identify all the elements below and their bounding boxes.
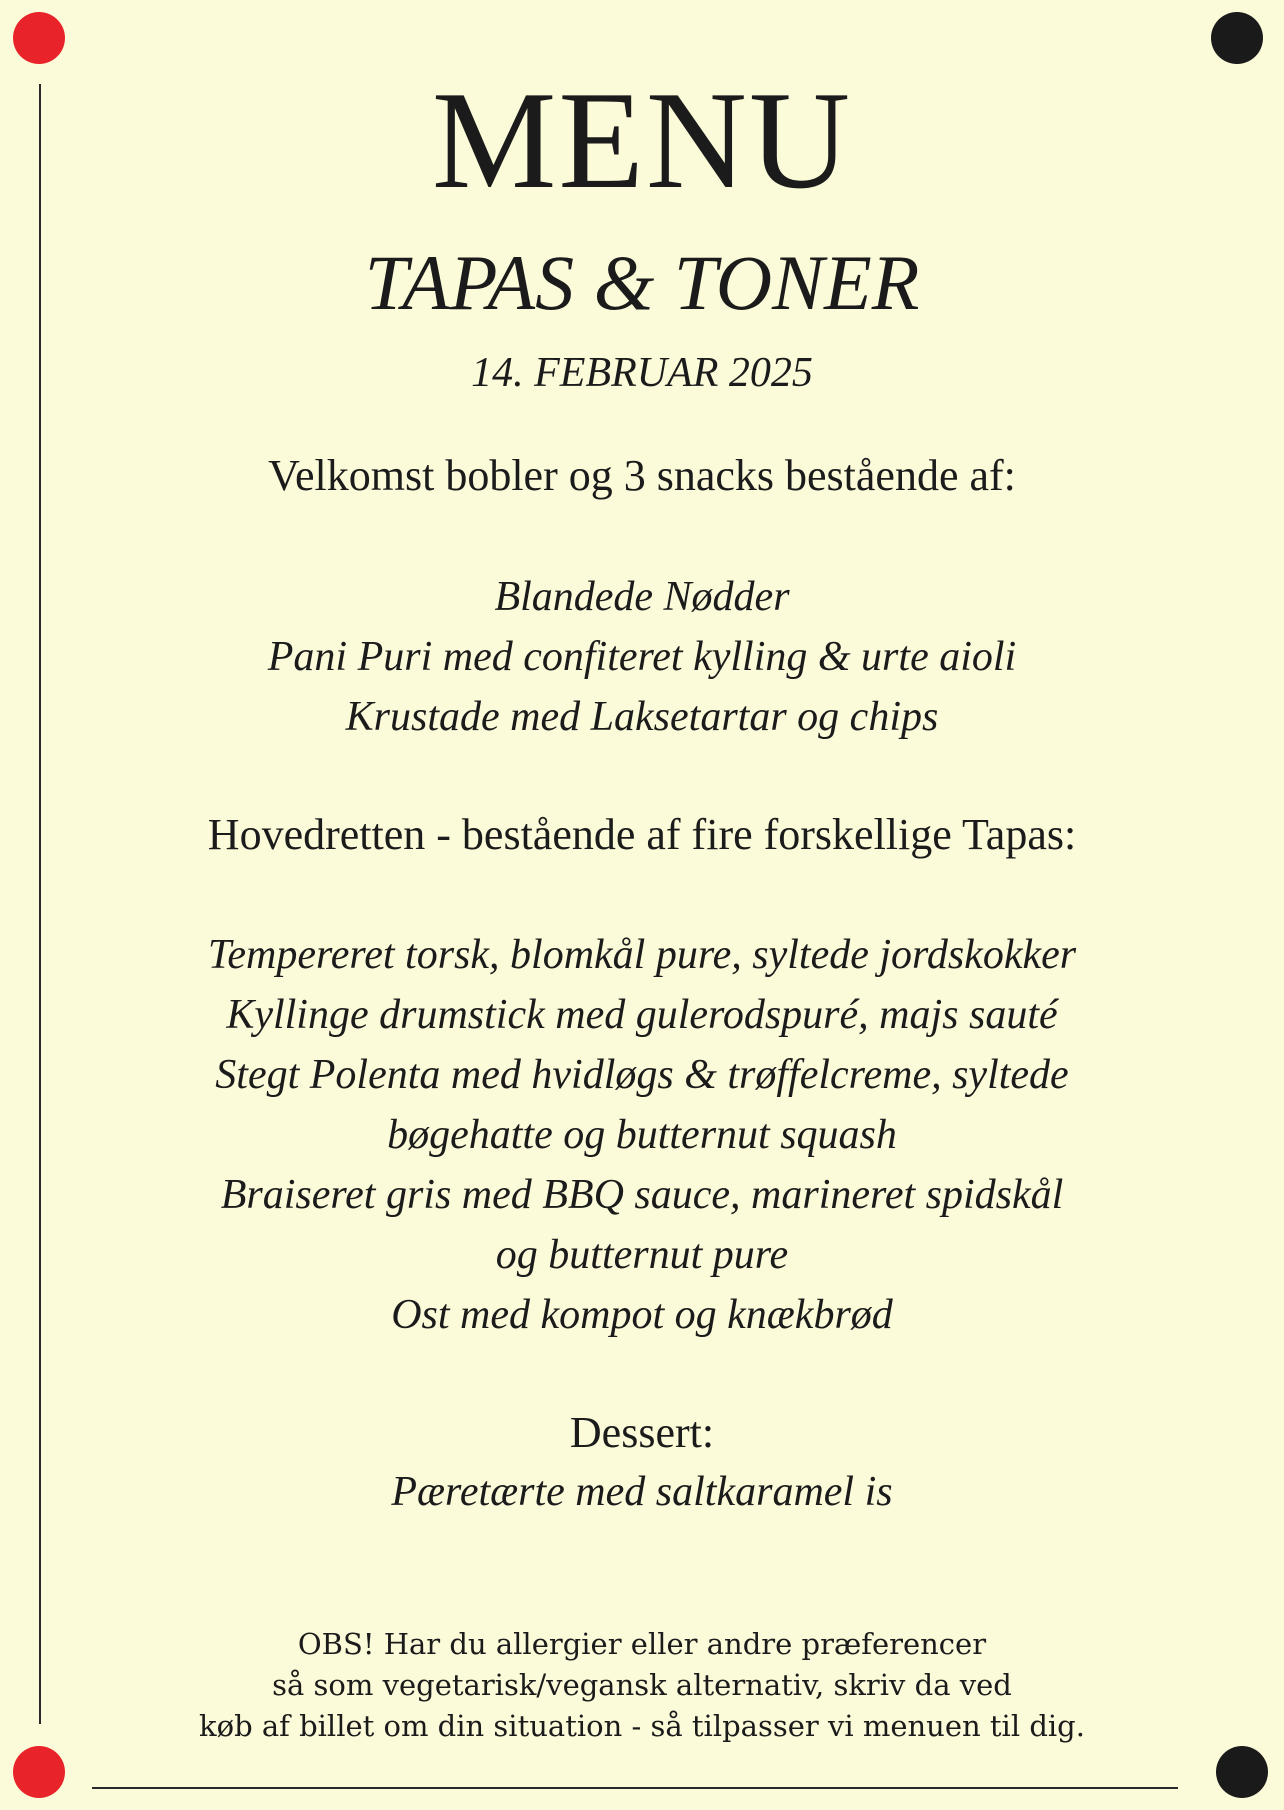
list-item: Tempereret torsk, blomkål pure, syltede jordskokker — [207, 932, 1077, 978]
note-line: så som vegetarisk/vegansk alternativ, skriv da ved — [272, 1668, 1012, 1702]
main-course-items — [92, 925, 1192, 1345]
list-item: bøgehatte og butternut squash — [387, 1112, 897, 1158]
event-date: 14. FEBRUAR 2025 — [471, 350, 813, 396]
list-item: Pani Puri med confiteret kylling & urte aioli — [267, 634, 1017, 680]
list-item: Blandede Nødder — [494, 574, 790, 620]
dessert-heading: Dessert: — [569, 1408, 715, 1457]
dessert-items — [92, 1462, 1192, 1522]
welcome-items — [92, 567, 1192, 747]
bottom-horizontal-rule — [92, 1787, 1178, 1789]
black-dot-bottom-right-icon — [1216, 1746, 1268, 1798]
black-dot-top-right-icon — [1211, 12, 1263, 64]
list-item: og butternut pure — [495, 1232, 789, 1278]
allergy-note — [92, 1624, 1192, 1747]
note-line: OBS! Har du allergier eller andre præferencer — [297, 1627, 987, 1661]
note-line: køb af billet om din situation - så tilpasser vi menuen til dig. — [199, 1709, 1085, 1743]
main-course-heading: Hovedretten - bestående af fire forskellige Tapas: — [207, 810, 1077, 859]
list-item: Kyllinge drumstick med gulerodspuré, majs sauté — [226, 992, 1058, 1038]
list-item: Pæretærte med saltkaramel is — [391, 1469, 893, 1515]
welcome-heading: Velkomst bobler og 3 snacks bestående af: — [268, 451, 1016, 500]
menu-title: MENU — [431, 63, 853, 218]
list-item: Braiseret gris med BBQ sauce, marineret spidskål — [220, 1172, 1064, 1218]
list-item: Krustade med Laksetartar og chips — [345, 694, 939, 740]
red-dot-bottom-left-icon — [13, 1746, 65, 1798]
menu-subtitle: TAPAS & TONER — [364, 239, 920, 326]
list-item: Stegt Polenta med hvidløgs & trøffelcreme, syltede — [215, 1052, 1069, 1098]
left-vertical-rule — [39, 84, 41, 1724]
red-dot-top-left-icon — [13, 12, 65, 64]
list-item: Ost med kompot og knækbrød — [391, 1292, 893, 1338]
